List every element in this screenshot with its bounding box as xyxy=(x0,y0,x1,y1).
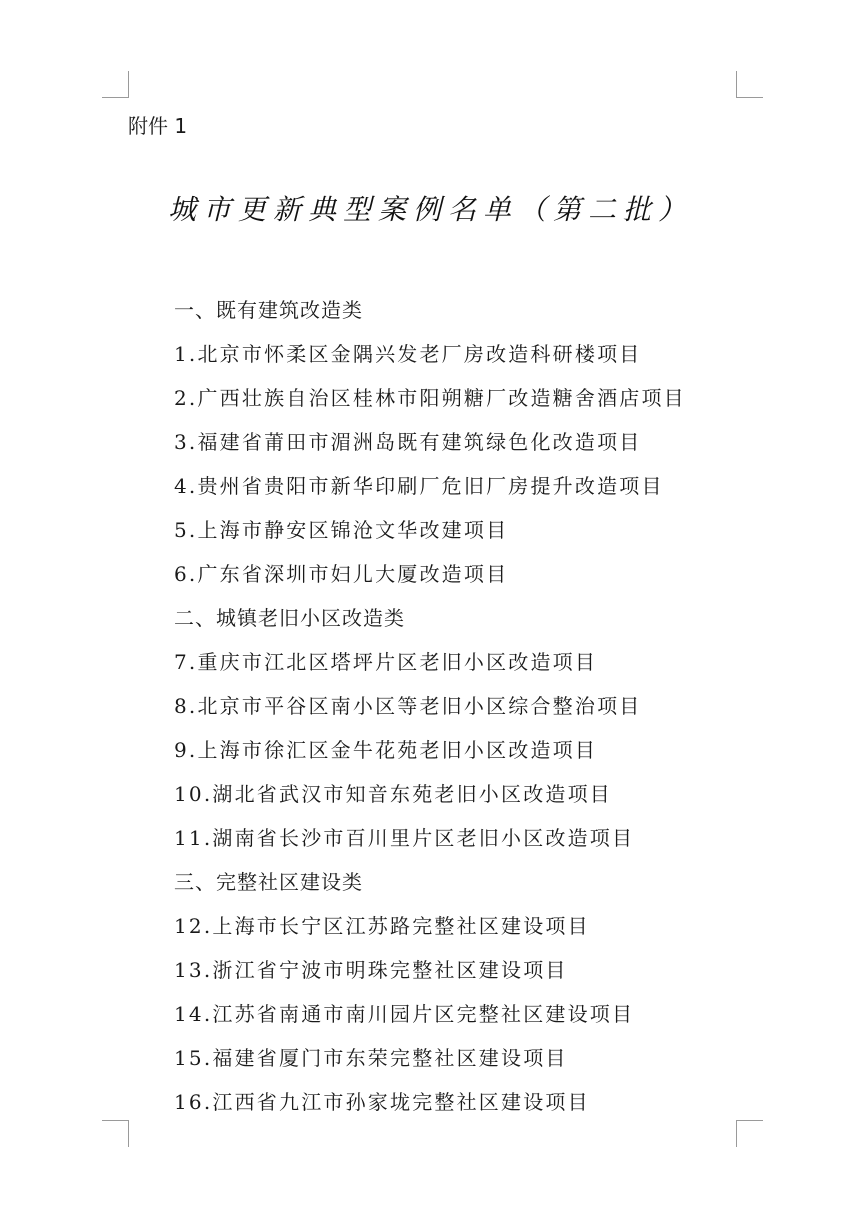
list-item: 2.广西壮族自治区桂林市阳朔糖厂改造糖舍酒店项目 xyxy=(174,386,686,410)
list-item: 12.上海市长宁区江苏路完整社区建设项目 xyxy=(174,914,590,938)
attachment-label: 附件 1 xyxy=(128,114,188,138)
list-item: 6.广东省深圳市妇儿大厦改造项目 xyxy=(174,562,509,586)
crop-mark-top-right xyxy=(736,71,763,98)
crop-mark-top-left xyxy=(102,71,129,98)
list-item: 3.福建省莆田市湄洲岛既有建筑绿色化改造项目 xyxy=(174,430,642,454)
list-item: 4.贵州省贵阳市新华印刷厂危旧厂房提升改造项目 xyxy=(174,474,664,498)
document-title: 城市更新典型案例名单（第二批） xyxy=(167,193,693,226)
list-item: 15.福建省厦门市东荣完整社区建设项目 xyxy=(174,1046,568,1070)
section-heading-existing-buildings: 一、既有建筑改造类 xyxy=(174,298,363,322)
list-item: 13.浙江省宁波市明珠完整社区建设项目 xyxy=(174,958,568,982)
list-item: 11.湖南省长沙市百川里片区老旧小区改造项目 xyxy=(174,826,635,850)
list-item: 9.上海市徐汇区金牛花苑老旧小区改造项目 xyxy=(174,738,598,762)
list-item: 5.上海市静安区锦沧文华改建项目 xyxy=(174,518,509,542)
crop-mark-bottom-left xyxy=(102,1120,129,1147)
list-item: 7.重庆市江北区塔坪片区老旧小区改造项目 xyxy=(174,650,598,674)
list-item: 16.江西省九江市孙家垅完整社区建设项目 xyxy=(174,1090,590,1114)
list-item: 1.北京市怀柔区金隅兴发老厂房改造科研楼项目 xyxy=(174,342,642,366)
section-heading-old-neighborhoods: 二、城镇老旧小区改造类 xyxy=(174,606,405,630)
section-heading-complete-communities: 三、完整社区建设类 xyxy=(174,870,363,894)
crop-mark-bottom-right xyxy=(736,1120,763,1147)
case-list xyxy=(174,288,781,1124)
list-item: 10.湖北省武汉市知音东苑老旧小区改造项目 xyxy=(174,782,613,806)
list-item: 8.北京市平谷区南小区等老旧小区综合整治项目 xyxy=(174,694,642,718)
list-item: 14.江苏省南通市南川园片区完整社区建设项目 xyxy=(174,1002,635,1026)
